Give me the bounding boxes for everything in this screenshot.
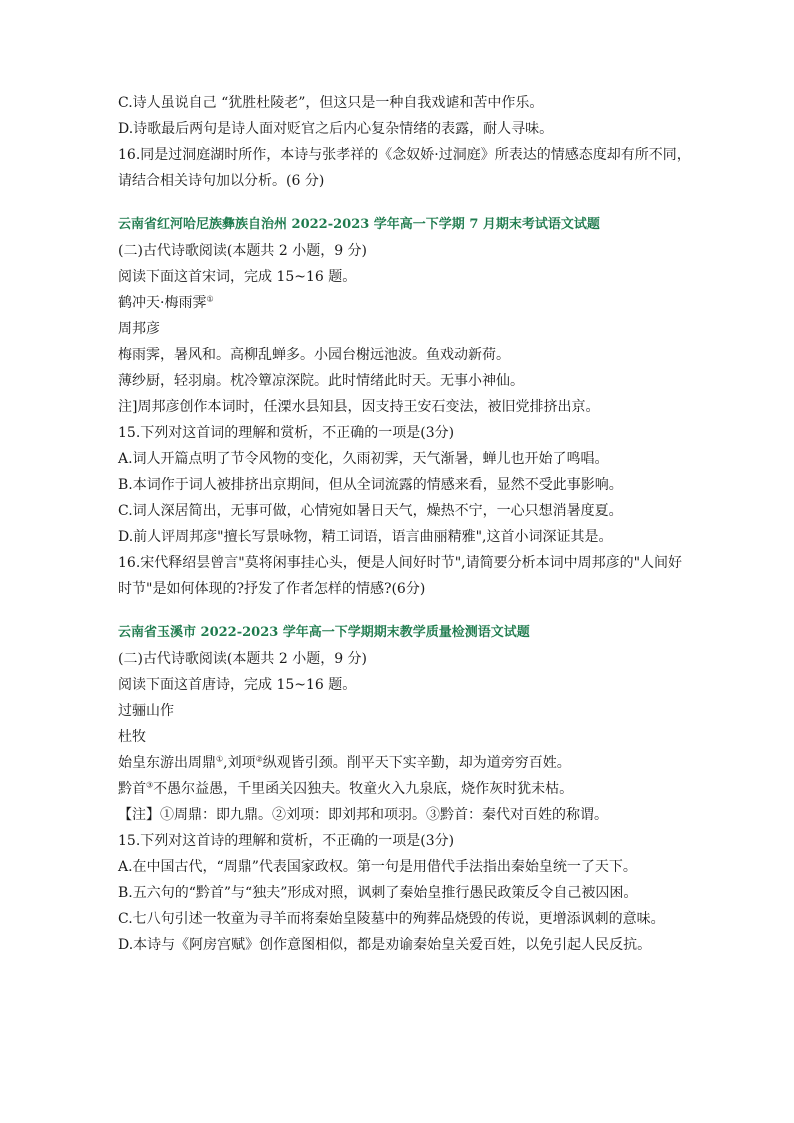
option-c-prev: C.诗人虽说自己 “犹胜杜陵老”，但这只是一种自我戏谑和苦中作乐。 <box>118 95 544 111</box>
exam-heading-yuxi: 云南省玉溪市 2022-2023 学年高一下学期期末教学质量检测语文试题 <box>118 625 530 640</box>
question-16-line-2: 时节"是如何体现的?抒发了作者怎样的情感?(6分) <box>118 581 426 597</box>
option-d: D.本诗与《阿房宫赋》创作意图相似，都是劝谕秦始皇关爱百姓，以免引起人民反抗。 <box>118 937 652 953</box>
question-15: 15.下列对这首诗的理解和赏析，不正确的一项是(3分) <box>118 833 455 849</box>
footnote-mark: ① <box>206 294 214 304</box>
option-c: C.七八句引述一牧童为寻羊而将秦始皇陵墓中的殉葬品烧毁的传说，更增添讽刺的意味。 <box>118 911 665 927</box>
poem-line-2: 薄纱厨，轻羽扇。枕冷簟凉深院。此时情绪此时天。无事小神仙。 <box>118 373 524 389</box>
option-c: C.词人深居简出，无事可做，心情宛如暑日天气，燥热不宁，一心只想消暑度夏。 <box>118 503 623 519</box>
question-16-prev: 16.同是过洞庭湖时所作，本诗与张孝祥的《念奴娇·过洞庭》所表达的情感态度却有所不同，请结合相关诗句加以分析。(6 分) <box>118 147 691 189</box>
option-a: A.在中国古代，“周鼎”代表国家政权。第一句是用借代手法指出秦始皇统一了天下。 <box>118 859 637 875</box>
footnote-mark: ② <box>255 754 263 764</box>
poem-note: 注]周邦彦创作本词时，任溧水县知县，因支持王安石变法，被旧党排挤出京。 <box>118 399 600 415</box>
poem-line-1: 梅雨霁，暑风和。高柳乱蝉多。小园台榭远池波。鱼戏动新荷。 <box>118 347 510 363</box>
poem-line-2: 黔首③不愚尔益愚，千里函关囚独夫。牧童火入九泉底，烧作灰时犹未枯。 <box>118 780 574 797</box>
footnote-mark: ③ <box>146 780 154 790</box>
poem-note: 【注】①周鼎：即九鼎。②刘项：即刘邦和项羽。③黔首：秦代对百姓的称谓。 <box>118 807 608 823</box>
option-d-prev: D.诗歌最后两句是诗人面对贬官之后内心复杂情绪的表露，耐人寻味。 <box>118 121 554 137</box>
question-16-line-1: 16.宋代释绍昙曾言"莫将闲事挂心头，便是人间好时节",请简要分析本词中周邦彦的"人间好 <box>118 555 683 571</box>
option-d: D.前人评周邦彦"擅长写景咏物，精工词语，语言曲丽精雅",这首小词深证其是。 <box>118 529 613 545</box>
poem-author: 周邦彦 <box>118 321 160 337</box>
instruction: 阅读下面这首宋词，完成 15~16 题。 <box>118 269 357 285</box>
footnote-mark: ① <box>216 754 224 764</box>
poem-title: 过骊山作 <box>118 703 174 719</box>
poem-title: 鹤冲天·梅雨霁① <box>118 294 214 311</box>
poem-author: 杜牧 <box>118 729 146 745</box>
option-a: A.词人开篇点明了节令风物的变化，久雨初霁，天气渐暑，蝉儿也开始了鸣唱。 <box>118 451 609 467</box>
poem-line-1: 始皇东游出周鼎①,刘项②纵观皆引颈。削平天下实辛勤，却为道旁穷百姓。 <box>118 754 571 771</box>
section-intro: (二)古代诗歌阅读(本题共 2 小题，9 分) <box>118 651 368 667</box>
document-content <box>118 90 698 958</box>
option-b: B.五六句的“黔首”与“独夫”形成对照，讽刺了秦始皇推行愚民政策反令自己被囚困。 <box>118 885 638 901</box>
section-intro: (二)古代诗歌阅读(本题共 2 小题，9 分) <box>118 243 368 259</box>
option-b: B.本词作于词人被排挤出京期间，但从全词流露的情感来看，显然不受此事影响。 <box>118 477 623 493</box>
question-15: 15.下列对这首词的理解和赏析，不正确的一项是(3分) <box>118 425 455 441</box>
exam-heading-honghe: 云南省红河哈尼族彝族自治州 2022-2023 学年高一下学期 7 月期末考试语文试题 <box>118 217 600 232</box>
instruction: 阅读下面这首唐诗，完成 15~16 题。 <box>118 677 357 693</box>
